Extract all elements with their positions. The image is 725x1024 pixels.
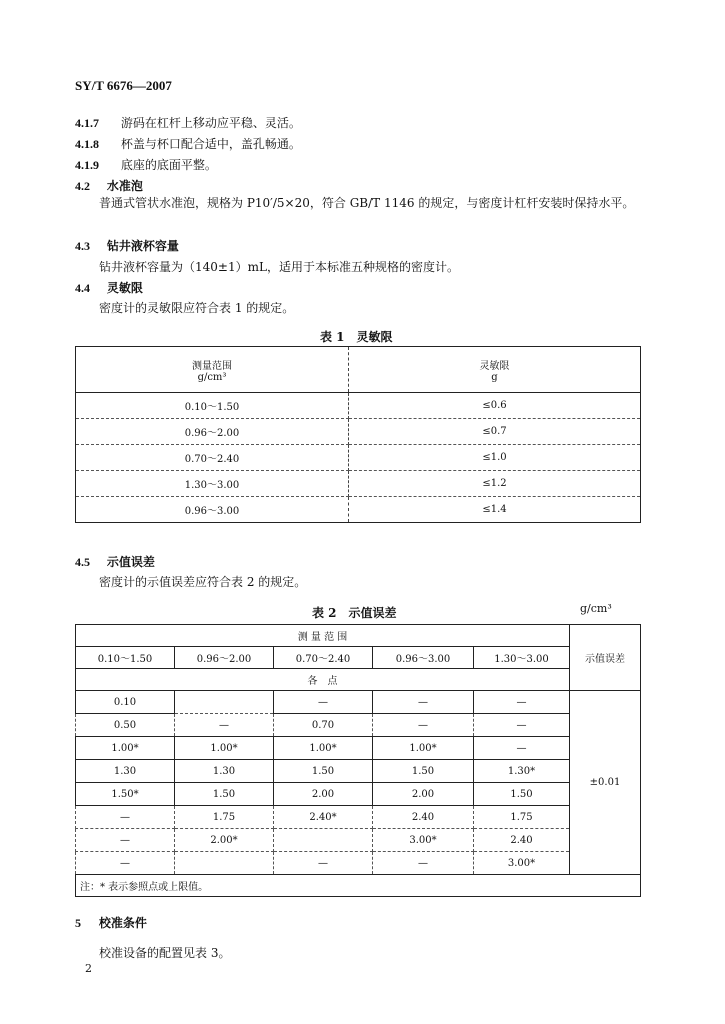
table-2-points-header: 各 点 xyxy=(76,669,570,691)
clause-4-1-9: 4.1.9 底座的底面平整。 xyxy=(75,158,217,172)
table-2-note: 注：* 表示参照点或上限值。 xyxy=(76,875,641,897)
clause-4-1-7: 4.1.7 游码在杠杆上移动应平稳、灵活。 xyxy=(75,116,301,130)
section-4-5-text: 密度计的示值误差应符合表 2 的规定。 xyxy=(99,575,307,589)
table-row: 0.10～1.50 ≤0.6 xyxy=(76,393,641,419)
table-2-range: 0.96～2.00 xyxy=(175,647,274,669)
section-4-2-text: 普通式管状水准泡，规格为 P10′/5×20，符合 GB/T 1146 的规定，与密度计杠杆安装时保持水平。 xyxy=(99,196,635,210)
table-2-range: 1.30～3.00 xyxy=(474,647,570,669)
table-row: 0.50 — 0.70 — — xyxy=(76,714,641,737)
table-2 xyxy=(75,624,641,897)
table-2-range: 0.70～2.40 xyxy=(274,647,373,669)
section-4-4-heading: 4.4 灵敏限 xyxy=(75,281,143,295)
table-2-range-header: 测 量 范 围 xyxy=(76,625,570,647)
table-row: 0.10 — — — ±0.01 xyxy=(76,691,641,714)
document-header: SY/T 6676—2007 xyxy=(75,78,172,93)
section-5-heading: 5 校准条件 xyxy=(75,916,147,930)
table-row: — — — 3.00* xyxy=(76,852,641,875)
table-2-unit: g/cm³ xyxy=(580,602,612,615)
table-2-error-value: ±0.01 xyxy=(570,691,641,875)
table-2-caption: 表 2 示值误差 xyxy=(312,606,397,620)
table-row: 1.30 1.30 1.50 1.50 1.30* xyxy=(76,760,641,783)
table-row: 0.96～2.00 ≤0.7 xyxy=(76,419,641,445)
section-4-4-text: 密度计的灵敏限应符合表 1 的规定。 xyxy=(99,301,295,315)
section-4-5-heading: 4.5 示值误差 xyxy=(75,555,155,569)
table-2-error-header: 示值误差 xyxy=(570,625,641,691)
table-row: 1.30～3.00 ≤1.2 xyxy=(76,471,641,497)
table-1 xyxy=(75,346,641,523)
table-row: 1.50* 1.50 2.00 2.00 1.50 xyxy=(76,783,641,806)
section-4-3-heading: 4.3 钻井液杯容量 xyxy=(75,239,179,253)
section-4-3-text: 钻井液杯容量为（140±1）mL，适用于本标准五种规格的密度计。 xyxy=(99,260,459,274)
table-1-header-range: 测量范围 g/cm³ xyxy=(76,347,349,393)
section-5-text: 校准设备的配置见表 3。 xyxy=(99,946,231,960)
table-2-range: 0.96～3.00 xyxy=(373,647,474,669)
table-row: — 1.75 2.40* 2.40 1.75 xyxy=(76,806,641,829)
table-row: 0.96～3.00 ≤1.4 xyxy=(76,497,641,523)
table-row: 1.00* 1.00* 1.00* 1.00* — xyxy=(76,737,641,760)
section-4-2-heading: 4.2 水准泡 xyxy=(75,179,143,193)
table-row: 0.70～2.40 ≤1.0 xyxy=(76,445,641,471)
clause-4-1-8: 4.1.8 杯盖与杯口配合适中，盖孔畅通。 xyxy=(75,137,301,151)
page-number: 2 xyxy=(85,962,92,975)
table-row: — 2.00* 3.00* 2.40 xyxy=(76,829,641,852)
table-1-header-sensitivity: 灵敏限 g xyxy=(349,347,641,393)
table-2-range: 0.10～1.50 xyxy=(76,647,175,669)
table-1-caption: 表 1 灵敏限 xyxy=(320,330,393,344)
